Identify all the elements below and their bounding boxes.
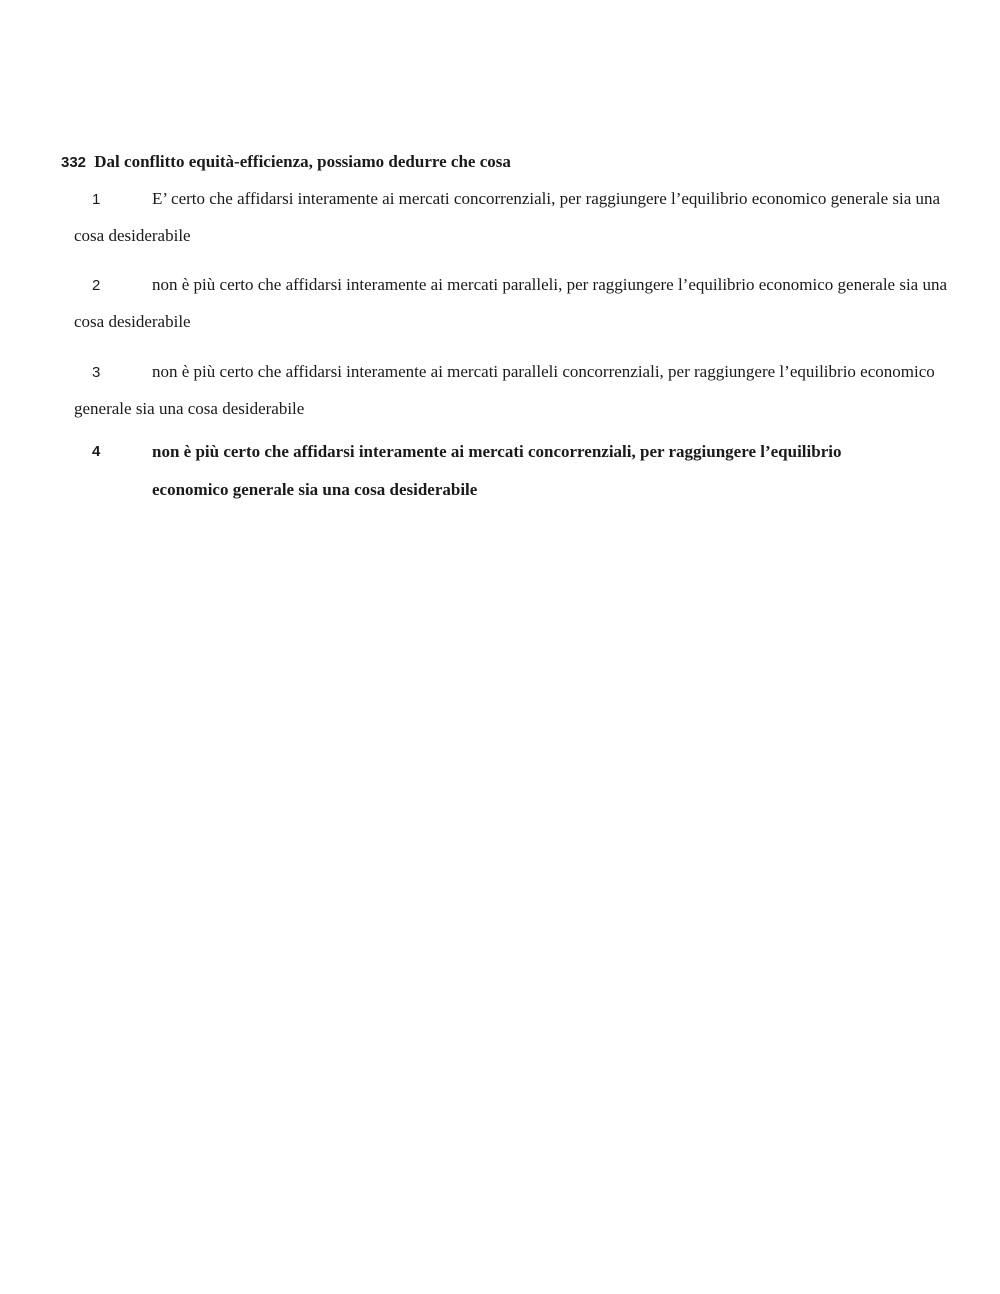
option-number: 4 [92,443,101,460]
option-text: non è più certo che affidarsi interamente ai mercati concorrenziali, per raggiungere l’equilibrio economico generale sia una cosa desiderabile [152,442,842,499]
question-text: Dal conflitto equità-efficienza, possiamo dedurre che cosa [94,152,511,171]
option-number: 2 [92,277,101,294]
option-text: non è più certo che affidarsi interamente ai mercati paralleli, per raggiungere l’equilibrio economico generale sia una cosa desiderabile [74,275,948,331]
answer-option-1 [74,181,954,254]
option-number: 1 [92,191,101,208]
option-number: 3 [92,364,101,381]
question-heading [61,150,961,175]
answer-option-2 [74,267,954,340]
question-number: 332 [61,154,87,171]
option-text: non è più certo che affidarsi interamente ai mercati paralleli concorrenziali, per raggiungere l’equilibrio economico generale sia una cosa desiderabile [74,362,935,418]
option-text: E’ certo che affidarsi interamente ai mercati concorrenziali, per raggiungere l’equilibrio economico generale sia una cosa desiderabile [74,189,941,245]
answer-option-3 [74,354,954,427]
answer-option-4-correct [74,433,954,509]
